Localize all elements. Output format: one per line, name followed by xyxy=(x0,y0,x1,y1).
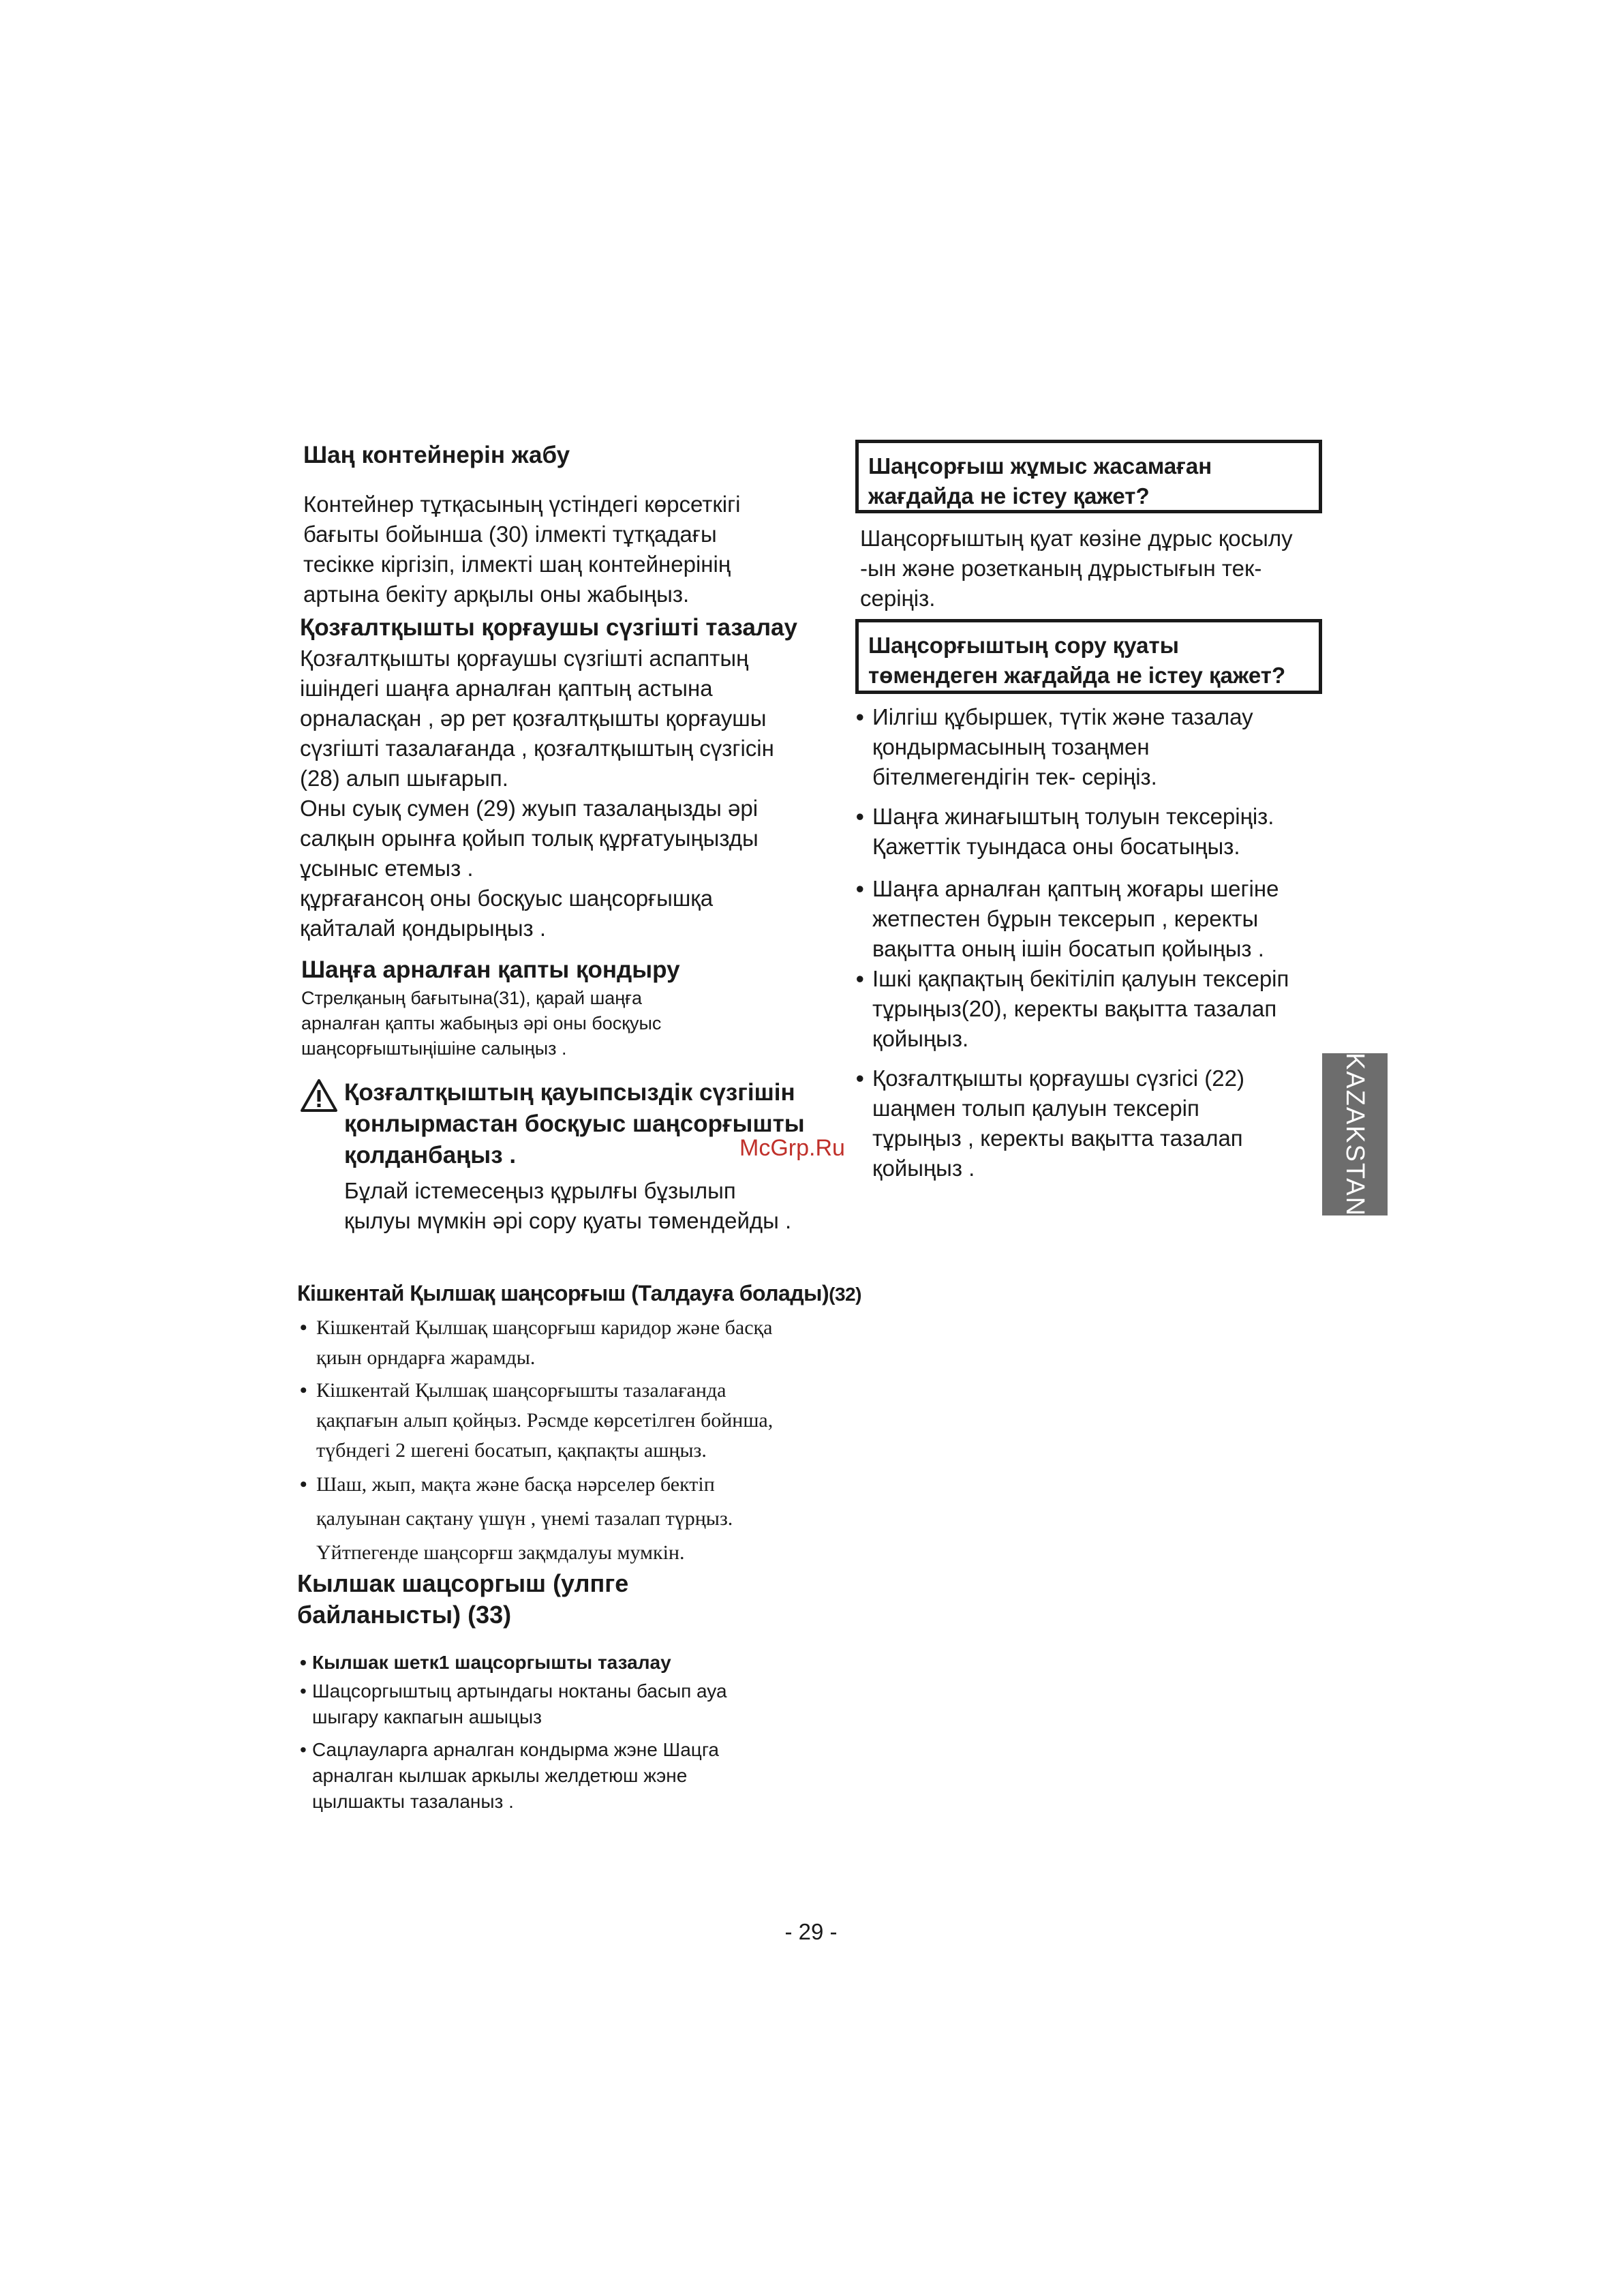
text-line: қылуы мүмкін әрі сору қуаты төмендейды . xyxy=(344,1208,792,1233)
brush-cleaner-list xyxy=(300,1650,886,1815)
box-line: төмендеген жағдайда не істеу қажет? xyxy=(868,663,1286,688)
text-line: тұрыңыз(20), керекты вақытта тазалап xyxy=(872,996,1277,1021)
list-item: • Сацлауларга арналган кондырма жэне Шацга арналган кылшак аркылы желдетюш жэне цылшакты тазаланыз . xyxy=(300,1737,886,1815)
list-item: • Шацсоргыштыц артындагы ноктаны басып ауа шыгару какпагын ашыцыз xyxy=(300,1678,886,1730)
section-title: Шаңға арналған қапты қондыру xyxy=(301,956,680,983)
text-line: жетпестен бұрын тексерып , керекты xyxy=(872,906,1259,931)
text-line: артына бекіту арқылы оны жабыңыз. xyxy=(303,581,690,607)
page-number: - 29 - xyxy=(784,1919,838,1944)
text-line: арналган кылшак аркылы желдетюш жэне xyxy=(312,1765,688,1786)
text-line: қойыңыз . xyxy=(872,1155,975,1181)
text-line: Шаңға жинағыштың толуын тексеріңіз. xyxy=(872,804,1274,829)
text-line: қайталай қондырыңыз . xyxy=(300,916,547,941)
text-line: Оны суық сумен (29) жуып тазалаңызды әрі xyxy=(300,796,759,821)
text-line: орналасқан , әр рет қозғалтқышты қорғаушы xyxy=(300,706,767,731)
text-line: бітелмегендігін тек- серіңіз. xyxy=(872,764,1157,789)
text-line: қалуынан сақтану үшүн , үнемі тазалап түрңыз. xyxy=(316,1507,733,1530)
warning-icon xyxy=(300,1078,338,1116)
list-item: • Шаш, жып, мақта және басқа нәрселер бектіп қалуынан сақтану үшүн , үнемі тазалап түрңыз. Үйтпегенде шаңсорғш зақмдалуы мумкін. xyxy=(300,1470,886,1568)
text-line: қиын орндарға жарамды. xyxy=(316,1346,536,1369)
warning-title-line: қонлырмастан босқуыс шаңсорғышты xyxy=(344,1111,805,1137)
section-dust-bag xyxy=(301,954,860,1061)
text-line: Иілгіш құбыршек, түтік және тазалау xyxy=(872,704,1253,729)
text-line: арналған қапты жабыңыз әрі оны босқуыс xyxy=(301,1013,662,1033)
answer-power-check xyxy=(860,524,1392,614)
warning-title-line: Қозғалтқыштың қауыпсыздік сүзгішін xyxy=(344,1079,795,1106)
text-line: қақпағын алып қойңыз. Рәсмде көрсетілген бойнша, xyxy=(316,1409,774,1432)
text-line: -ын және розетканың дұрыстығын тек- xyxy=(860,556,1262,581)
text-line: Стрелқаның бағытына(31), қарай шаңға xyxy=(301,988,643,1008)
list-item: • Кішкентай Қылшақ шаңсорғышты тазалағанда қақпағын алып қойңыз. Рәсмде көрсетілген бойнша, түбндегі 2 шегені босатып, қақпақты ашңыз. xyxy=(300,1376,886,1466)
text-line: Сацлауларга арналган кондырма жэне Шацга xyxy=(312,1739,719,1760)
question-box-low-suction xyxy=(855,619,1322,694)
text-line: Үйтпегенде шаңсорғш зақмдалуы мумкін. xyxy=(316,1541,685,1564)
language-label: KAZAKSTAN xyxy=(1341,1052,1370,1217)
text-line: серіңіз. xyxy=(860,586,936,611)
text-line: Кылшак шетк1 шацсоргышты тазалау xyxy=(312,1652,671,1673)
warning-title-line: қолданбаңыз . xyxy=(344,1142,517,1168)
section-container-lid xyxy=(303,440,862,471)
text-line: түбндегі 2 шегені босатып, қақпақты ашңыз. xyxy=(316,1439,707,1462)
text-line: ішіндегі шаңға арналған қаптың астына xyxy=(300,676,713,701)
text-line: Қозғалтқышты қорғаушы сүзгісі (22) xyxy=(872,1066,1244,1091)
text-line: Шаңсорғыштың қуат көзіне дұрыс қосылу xyxy=(860,526,1293,551)
section-title-text: Кішкентай Қылшақ шаңсорғыш (Талдауға болады) xyxy=(297,1281,829,1305)
text-line: шаңсорғыштыңішіне салыңыз . xyxy=(301,1038,567,1059)
text-line: Ішкі қақпақтың бекітіліп қалуын тексеріп xyxy=(872,966,1289,991)
text-line: бағыты бойынша (30) ілмекті тұтқадағы xyxy=(303,522,717,547)
text-line: Қажеттік туындаса оны босатыңыз. xyxy=(872,834,1240,859)
section-motor-filter xyxy=(300,612,886,943)
section-title: Қозғалтқышты қорғаушы сүзгішті тазалау xyxy=(300,614,797,641)
text-line: Контейнер тұтқасының үстіндегі көрсеткігі xyxy=(303,492,741,517)
section-small-brush xyxy=(297,1279,911,1309)
text-line: Шацсоргыштыц артындагы ноктаны басып ауа xyxy=(312,1680,727,1702)
small-brush-list xyxy=(300,1313,886,1568)
section-title-line: Кылшак шацсоргыш (улпге xyxy=(297,1569,629,1597)
list-item: • Ішкі қақпақтың бекітіліп қалуын тексеріп тұрыңыз(20), керекты вақытта тазалап қойыңыз. xyxy=(856,964,1360,1054)
text-line: құрғағансоң оны босқуыс шаңсорғышқа xyxy=(300,886,714,911)
language-side-tab xyxy=(1322,1053,1388,1215)
text-line: Кішкентай Қылшақ шаңсорғышты тазалағанда xyxy=(316,1379,726,1402)
text-line: Қозғалтқышты қорғаушы сүзгішті аспаптың xyxy=(300,646,749,671)
list-item: • Кылшак шетк1 шацсоргышты тазалау xyxy=(300,1650,886,1676)
list-item: • Шаңға жинағыштың толуын тексеріңіз. Қажеттік туындаса оны босатыңыз. xyxy=(856,802,1360,862)
text-line: қондырмасының тозаңмен xyxy=(872,734,1150,759)
watermark: McGrp.Ru xyxy=(739,1135,845,1161)
suction-checklist xyxy=(856,702,1360,1183)
list-item: • Иілгіш құбыршек, түтік және тазалау қондырмасының тозаңмен бітелмегендігін тек- серіңіз. xyxy=(856,702,1360,792)
text-line: (28) алып шығарып. xyxy=(300,766,508,791)
list-item: • Кішкентай Қылшақ шаңсорғыш каридор және басқа қиын орндарға жарамды. xyxy=(300,1313,886,1373)
box-line: Шаңсорғыш жұмыс жасамаған xyxy=(868,453,1212,479)
text-line: вақытта оның ішін босатып қойыңыз . xyxy=(872,936,1264,961)
text-line: Шаңға арналған қаптың жоғары шегіне xyxy=(872,876,1279,901)
section-body xyxy=(303,489,862,609)
section-brush-cleaner xyxy=(297,1568,842,1631)
box-line: жағдайда не істеу қажет? xyxy=(868,483,1150,509)
section-title-line: байланысты) (33) xyxy=(297,1601,512,1629)
text-line: тесікке кіргізіп, ілмекті шаң контейнерінің xyxy=(303,552,731,577)
section-title xyxy=(297,1279,911,1309)
text-line: Кішкентай Қылшақ шаңсорғыш каридор және басқа xyxy=(316,1316,773,1339)
section-title-ref: (32) xyxy=(829,1284,861,1305)
text-line: шаңмен толып қалуын тексеріп xyxy=(872,1096,1199,1121)
text-line: шыгару какпагын ашыцыз xyxy=(312,1706,542,1727)
text-line: қойыңыз. xyxy=(872,1026,969,1051)
text-line: тұрыңыз , керекты вақытта тазалап xyxy=(872,1126,1243,1151)
warning-body xyxy=(344,1176,889,1236)
list-item: • Шаңға арналған қаптың жоғары шегіне жетпестен бұрын тексерып , керекты вақытта оның ішін босатып қойыңыз . xyxy=(856,874,1360,964)
text-line: ұсыныс етемыз . xyxy=(300,856,474,881)
text-line: Шаш, жып, мақта және басқа нәрселер бектіп xyxy=(316,1473,715,1496)
text-line: салқын орынға қойып толық құрғатуыңызды xyxy=(300,826,759,851)
list-item: • Қозғалтқышты қорғаушы сүзгісі (22) шаңмен толып қалуын тексеріп тұрыңыз , керекты вақытта тазалап қойыңыз . xyxy=(856,1063,1360,1183)
text-line: Бұлай істемесеңыз құрылғы бұзылып xyxy=(344,1178,736,1203)
text-line: сүзгішті тазалағанда , қозғалтқыштың сүзгісін xyxy=(300,736,774,761)
text-line: цылшакты тазаланыз . xyxy=(312,1791,514,1812)
question-box-not-working xyxy=(855,440,1322,513)
section-title: Шаң контейнерін жабу xyxy=(303,442,570,468)
box-line: Шаңсорғыштың сору қуаты xyxy=(868,633,1179,658)
